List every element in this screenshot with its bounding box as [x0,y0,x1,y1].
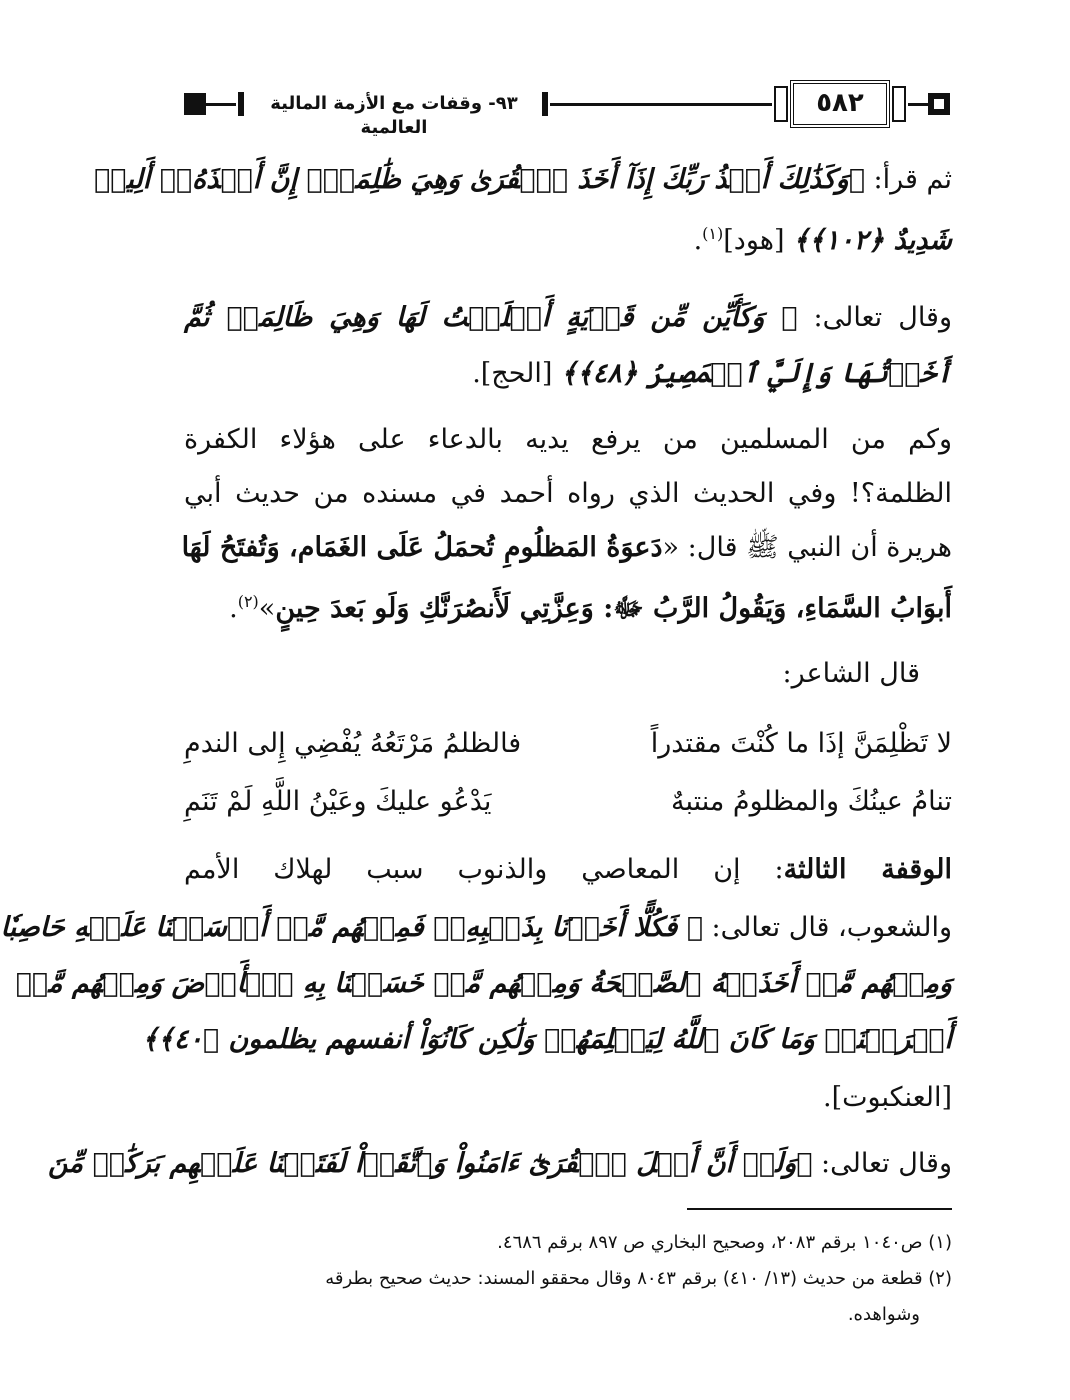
section-title: ٩٣- وقفات مع الأزمة المالية العالمية [270,93,518,138]
header-left-square-ornament [184,93,206,115]
text-line [184,352,952,396]
page-number-ornament-right [892,86,906,122]
intro-text: وقال تعالى: [812,1148,952,1179]
text-line: قال الشاعر: [782,658,920,689]
footnote-separator [687,1208,952,1210]
quran-verse: ﴿وَكَذَٰلِكَ أَخۡذُ رَبِّكَ إِذَآ أَخَذَ ٱلۡقُرَىٰ وَهِيَ ظَٰلِمَةٌۚ إِنَّ أَخۡذَهُۥٓ أَلِيمٞ [93,164,865,195]
header-rule-right [908,103,928,106]
section-heading-inline: الوقفة الثالثة [783,854,952,885]
poem-hemistich-first: تنامُ عينُكَ والمظلومُ منتبهٌ [670,786,952,817]
poem-hemistich-second: فالظلمُ مَرْتَعُهُ يُفْضِي إِلى الندمِ [184,728,522,759]
header-right-square-ornament [928,93,950,115]
poem-hemistich-first: لا تَظْلِمَنَّ إذَا ما كُنْتَ مقتدراً [650,728,952,759]
quran-verse: ﴿وَلَوۡ أَنَّ أَهۡلَ ٱلۡقُرَىٰٓ ءَامَنُواْ وَٱتَّقَوۡاْ لَفَتَحۡنَا عَلَيۡهِم بَرَكَٰتٖ مِّنَ [48,1148,813,1179]
intro-text: والشعوب، قال تعالى: [702,912,952,943]
surah-reference: [العنكبوت]. [823,1082,952,1113]
poem-verse [184,780,952,824]
punctuation: . [693,225,703,256]
poem-hemistich-second: يَدْعُو عليكَ وعَيْنُ اللَّهِ لَمْ تَنَمِ [184,786,492,817]
page-number: ٥٨٢ [790,80,890,128]
surah-reference: [هود] [723,225,794,256]
header-bar-ornament [238,92,244,116]
header-rule-middle [550,103,772,106]
footnote: وشواهده. [847,1304,920,1325]
text-line [184,296,952,340]
text-line: الظلمة؟! وفي الحديث الذي رواه أحمد في مسنده من حديث أبي [184,478,952,509]
poem-verse [184,722,952,766]
footnote: (٢) قطعة من حديث (١٣/ ٤١٠) برقم ٨٠٤٣ وقال محققو المسند: حديث صحيح بطرقه [325,1268,952,1289]
quran-verse: وَمِنۡهُم مَّنۡ أَخَذَتۡهُ ٱلصَّيۡحَةُ وَمِنۡهُم مَّنۡ خَسَفۡنَا بِهِ ٱلۡأَرۡضَ وَمِنۡهُم مَّنۡ [15,968,952,999]
quote-mark: » [258,593,276,624]
text-line [184,212,952,256]
text-line: وكم من المسلمين من يرفع يديه بالدعاء على هؤلاء الكفرة [184,424,952,455]
hadith-text: أَبوَابُ السَّمَاءِ، وَيَقُولُ الرَّبُ ﷻ: وَعِزَّتِي لَأَنصُرَنَّكِ وَلَو بَعدَ حِينٍ [275,593,952,624]
quran-verse: شَدِيدٌ ﴿١٠٢﴾﴾ [793,225,952,256]
text-line [184,580,952,624]
text-line [181,526,952,570]
plain-text: هريرة أن النبي ﷺ قال: « [662,532,952,563]
footnote-marker: (١) [702,224,724,243]
quran-verse: ﴿ فَكُلًّا أَخَذۡنَا بِذَنۢبِهِۦۖ فَمِنۡهُم مَّنۡ أَرۡسَلۡنَا عَلَيۡهِ حَاصِبٗا [0,912,703,943]
punctuation: . [229,593,238,624]
plain-text: : إن المعاصي والذنوب سبب لهلاك الأمم [184,854,784,885]
intro-text: ثم قرأ: [864,164,952,195]
quran-verse: أَخَذۡتُهَا وَإِلَيَّ ٱلۡمَصِيرُ ﴿٤٨﴾﴾ [561,358,952,389]
quran-verse: أَغۡرَقۡنَاۚ وَمَا كَانَ ٱللَّهُ لِيَظۡلِمَهُمۡ وَلَٰكِن كَانُوٓاْ أنفسهم يظلمون ﴿٤٠﴾﴾ [142,1024,952,1055]
page-number-ornament-left [774,86,788,122]
quran-verse: ﴿ وَكَأَيِّن مِّن قَرۡيَةٍ أَمۡلَيۡتُ لَهَا وَهِيَ ظَالِمَةٞ ثُمَّ [184,302,798,333]
text-line [184,848,952,892]
text-line [48,1142,952,1186]
header-rule-left [206,103,236,106]
surah-reference: [الحج]. [472,358,562,389]
hadith-text: دَعوَةُ المَظلُومِ تُحمَلُ عَلَى الغَمَام، وَتُفتَحُ لَهَا [181,532,663,563]
text-line [0,906,952,950]
intro-text: وقال تعالى: [797,302,952,333]
header-bar-ornament [542,92,548,116]
footnote: (١) ص١٠٤٠ برقم ٢٠٨٣، وصحيح البخاري ص ٨٩٧ برقم ٤٦٨٦. [497,1232,952,1253]
text-line [93,158,952,202]
footnote-marker: (٢) [237,592,259,611]
